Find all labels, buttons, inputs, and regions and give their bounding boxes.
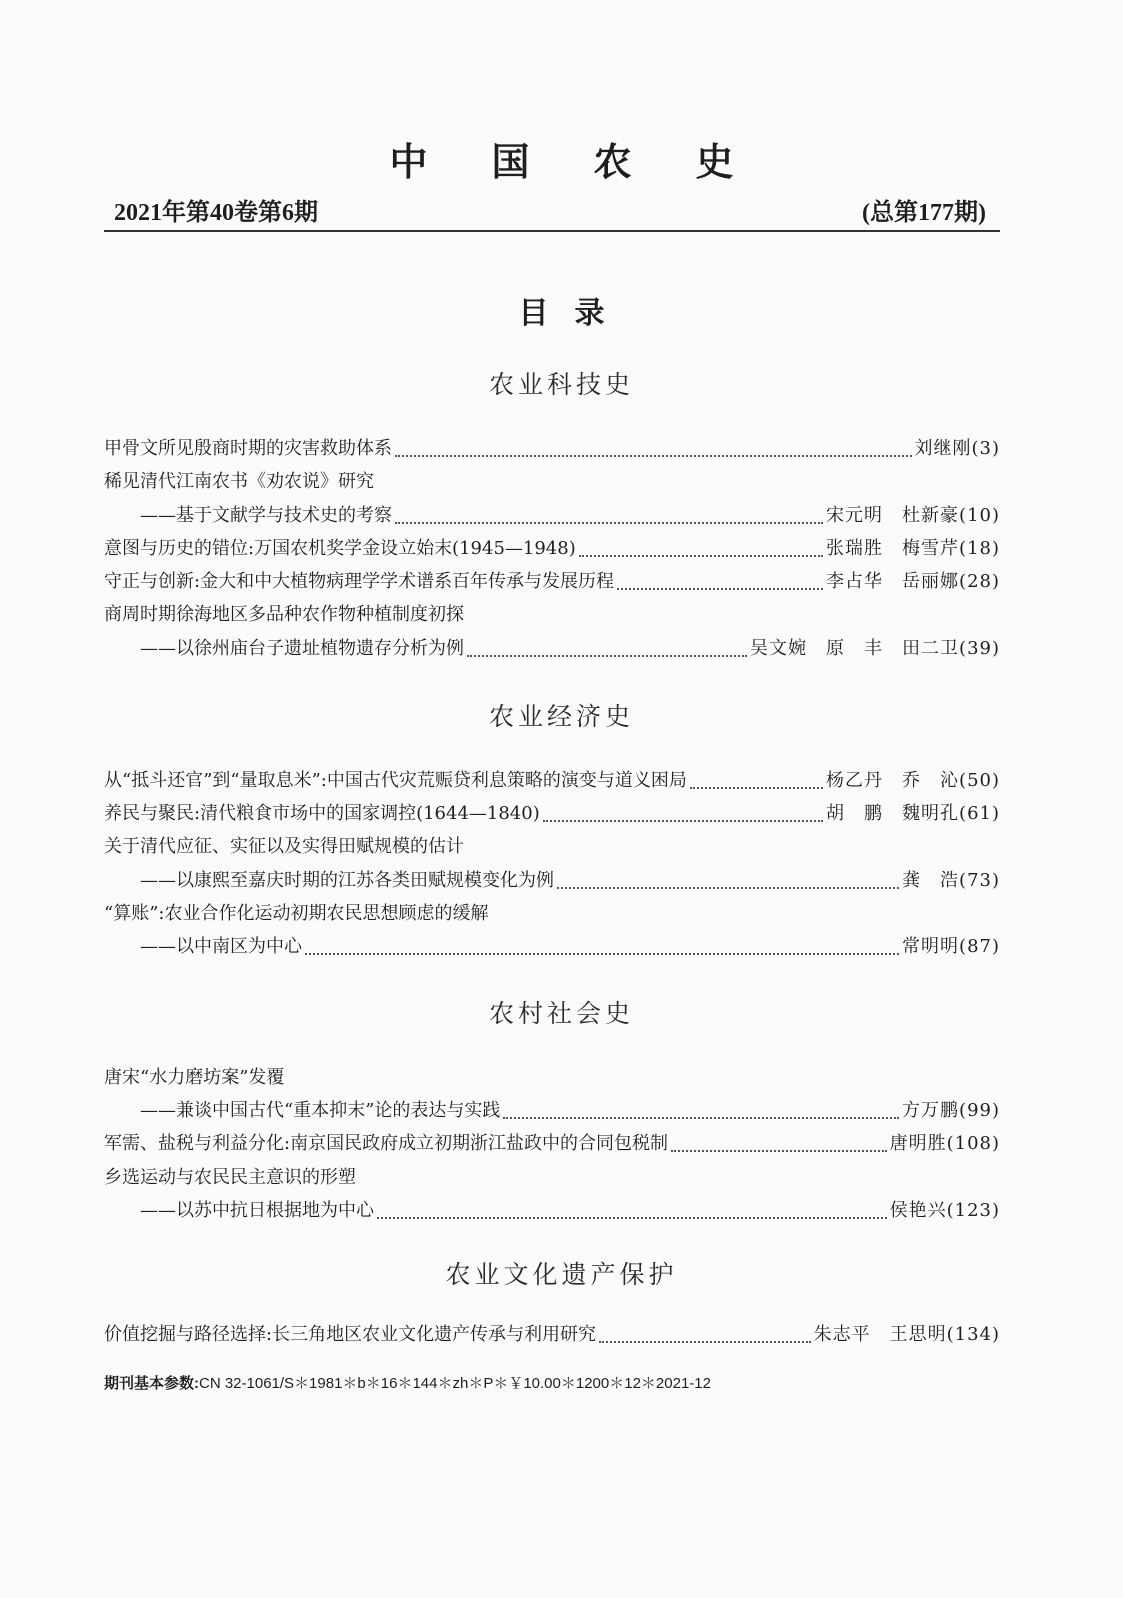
leader-dots: [617, 570, 823, 590]
toc-title: 目录: [518, 296, 631, 331]
issue-number: 2021年第40卷第6期: [114, 200, 318, 226]
entry-authors: 龚 浩(73): [902, 870, 1000, 891]
toc-entry-subtitle[interactable]: [104, 1096, 1000, 1126]
entry-title: 关于清代应征、实征以及实得田赋规模的估计: [104, 836, 464, 857]
issue-bar: [104, 196, 1000, 232]
entry-title: 守正与创新:金大和中大植物病理学学术谱系百年传承与发展历程: [104, 571, 615, 592]
entry-authors: 李占华 岳丽娜(28): [826, 571, 1000, 592]
entry-title: 稀见清代江南农书《劝农说》研究: [104, 471, 374, 492]
toc-entry[interactable]: [104, 567, 1000, 597]
toc-entry[interactable]: [104, 600, 1000, 630]
params-label: 期刊基本参数:: [104, 1375, 199, 1392]
entry-title: 甲骨文所见殷商时期的灾害救助体系: [104, 438, 392, 459]
toc-entry[interactable]: [104, 534, 1000, 564]
toc-entry-subtitle[interactable]: [104, 501, 1000, 531]
toc-entry-subtitle[interactable]: [104, 634, 1000, 664]
toc-entry-subtitle[interactable]: [104, 866, 1000, 896]
entry-subtitle: ——以康熙至嘉庆时期的江苏各类田赋规模变化为例: [140, 870, 554, 891]
leader-dots: [467, 637, 747, 657]
entry-authors: 刘继刚(3): [914, 438, 1000, 459]
section-heading: 农业科技史: [488, 370, 634, 399]
entry-authors: 胡 鹏 魏明孔(61): [826, 803, 1000, 824]
entry-authors: 方万鹏(99): [902, 1100, 1000, 1121]
entry-title: 从“抵斗还官”到“量取息米”:中国古代灾荒赈贷利息策略的演变与道义困局: [104, 770, 687, 791]
toc-entry[interactable]: [104, 1163, 1000, 1193]
entry-subtitle: ——兼谈中国古代“重本抑末”论的表达与实践: [140, 1100, 501, 1121]
toc-entry[interactable]: [104, 1063, 1000, 1093]
entry-authors: 杨乙丹 乔 沁(50): [826, 770, 1000, 791]
entry-title: 养民与聚民:清代粮食市场中的国家调控(1644—1840): [104, 803, 540, 824]
entry-title: 唐宋“水力磨坊案”发覆: [104, 1067, 285, 1088]
entry-authors: 张瑞胜 梅雪芹(18): [826, 538, 1000, 559]
entry-subtitle: ——以中南区为中心: [140, 936, 302, 957]
leader-dots: [579, 537, 823, 557]
entry-subtitle: ——以苏中抗日根据地为中心: [140, 1200, 374, 1221]
leader-dots: [395, 437, 912, 457]
entry-authors: 侯艳兴(123): [889, 1200, 1000, 1221]
section-heading: 农业文化遗产保护: [445, 1260, 678, 1289]
entry-subtitle: ——基于文献学与技术史的考察: [140, 505, 392, 526]
entry-authors: 朱志平 王思明(134): [813, 1324, 1000, 1345]
section-heading: 农业经济史: [488, 702, 634, 731]
journal-title: 中国农史: [389, 140, 798, 184]
toc-entry[interactable]: [104, 799, 1000, 829]
entry-title: 价值挖掘与路径选择:长三角地区农业文化遗产传承与利用研究: [104, 1324, 597, 1345]
issue-total: (总第177期): [862, 200, 986, 226]
journal-parameters: [104, 1372, 711, 1396]
toc-entry[interactable]: [104, 899, 1000, 929]
leader-dots: [599, 1323, 811, 1343]
entry-title: “算账”:农业合作化运动初期农民思想顾虑的缓解: [104, 903, 489, 924]
leader-dots: [557, 869, 899, 889]
toc-entry-subtitle[interactable]: [104, 1196, 1000, 1226]
toc-entry[interactable]: [104, 766, 1000, 796]
leader-dots: [377, 1199, 887, 1219]
params-value: CN 32-1061/S＊1981＊b＊16＊144＊zh＊P＊￥10.00＊1200＊12＊2021-12: [199, 1375, 711, 1392]
leader-dots: [671, 1132, 887, 1152]
leader-dots: [543, 802, 823, 822]
toc-entry[interactable]: [104, 1320, 1000, 1350]
toc-entry[interactable]: [104, 434, 1000, 464]
section-heading: 农村社会史: [488, 999, 634, 1028]
leader-dots: [305, 935, 899, 955]
entry-authors: 宋元明 杜新豪(10): [826, 505, 1000, 526]
toc-entry-subtitle[interactable]: [104, 932, 1000, 962]
entry-title: 商周时期徐海地区多品种农作物种植制度初探: [104, 604, 464, 625]
toc-entry[interactable]: [104, 467, 1000, 497]
entry-title: 军需、盐税与利益分化:南京国民政府成立初期浙江盐政中的合同包税制: [104, 1133, 669, 1154]
entry-authors: 常明明(87): [902, 936, 1000, 957]
entry-title: 意图与历史的错位:万国农机奖学金设立始末(1945—1948): [104, 538, 576, 559]
leader-dots: [503, 1099, 899, 1119]
entry-authors: 吴文婉 原 丰 田二卫(39): [750, 638, 1000, 659]
toc-entry[interactable]: [104, 1129, 1000, 1159]
entry-authors: 唐明胜(108): [889, 1133, 1000, 1154]
entry-title: 乡选运动与农民民主意识的形塑: [104, 1167, 356, 1188]
leader-dots: [690, 769, 823, 789]
entry-subtitle: ——以徐州庙台子遗址植物遗存分析为例: [140, 638, 464, 659]
leader-dots: [395, 504, 823, 524]
toc-entry[interactable]: [104, 832, 1000, 862]
